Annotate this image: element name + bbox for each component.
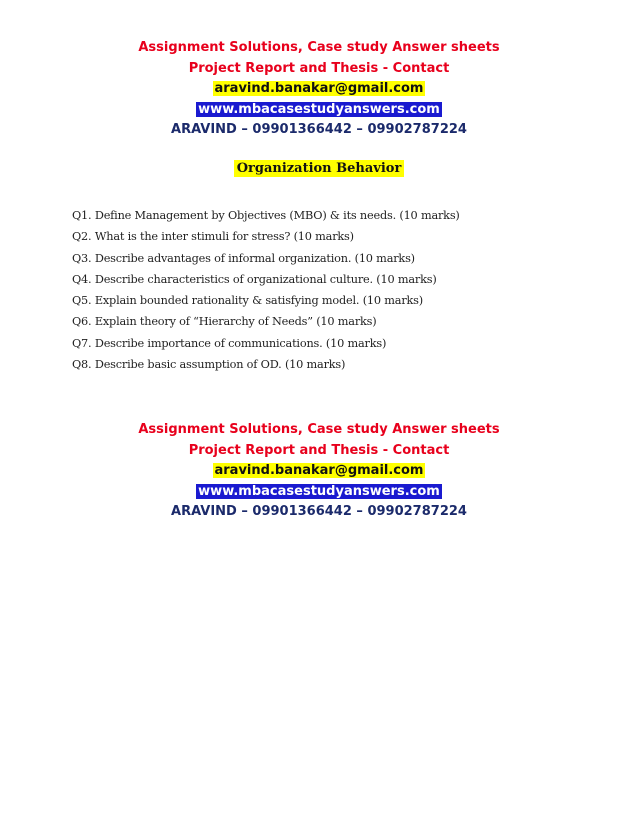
contact-website: www.mbacasestudyanswers.com [198, 483, 440, 499]
question-item: Q7. Describe importance of communications. (10 marks) [72, 336, 387, 350]
contact-website: www.mbacasestudyanswers.com [198, 101, 440, 117]
contact-email: aravind.banakar@gmail.com [214, 81, 424, 96]
question-item: Q8. Describe basic assumption of OD. (10 marks) [72, 358, 346, 372]
contact-header-top [0, 38, 638, 141]
contact-email: aravind.banakar@gmail.com [214, 463, 424, 478]
contact-header-bottom [0, 420, 638, 523]
contact-phones: ARAVIND – 09901366442 – 09902787224 [171, 122, 467, 137]
contact-line-project: Project Report and Thesis - Contact [188, 60, 450, 76]
contact-line-assignment: Assignment Solutions, Case study Answer sheets [138, 40, 500, 55]
contact-phones: ARAVIND – 09901366442 – 09902787224 [171, 504, 467, 519]
question-item: Q1. Define Management by Objectives (MBO) & its needs. (10 marks) [72, 209, 460, 222]
question-item: Q4. Describe characteristics of organizational culture. (10 marks) [72, 272, 437, 286]
question-item: Q3. Describe advantages of informal organization. (10 marks) [72, 251, 415, 265]
page-title-text: Organization Behavior [234, 160, 405, 177]
question-item: Q2. What is the inter stimuli for stress? (10 marks) [72, 230, 354, 244]
contact-line-assignment: Assignment Solutions, Case study Answer sheets [138, 422, 500, 437]
contact-line-project: Project Report and Thesis - Contact [188, 442, 450, 458]
question-list [72, 205, 592, 375]
question-item: Q5. Explain bounded rationality & satisfying model. (10 marks) [72, 294, 423, 308]
question-item: Q6. Explain theory of “Hierarchy of Needs” (10 marks) [72, 315, 377, 329]
page-title [0, 159, 638, 179]
